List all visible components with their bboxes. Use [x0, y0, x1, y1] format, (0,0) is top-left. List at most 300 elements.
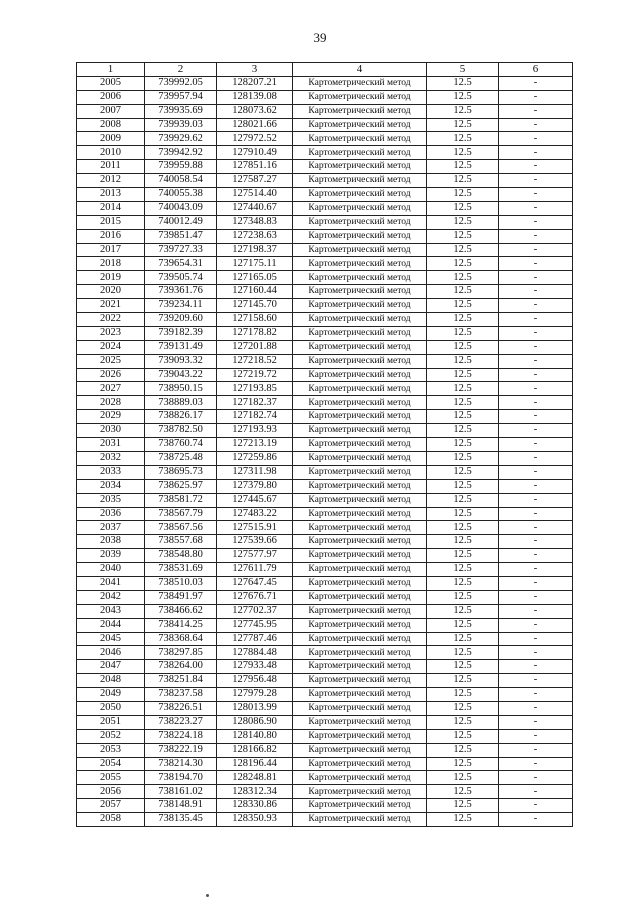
- table-cell: 12.5: [427, 604, 499, 618]
- table-cell: 12.5: [427, 313, 499, 327]
- table-cell: 128086.90: [217, 715, 293, 729]
- table-row: [77, 674, 573, 688]
- table-cell: 738251.84: [145, 674, 217, 688]
- table-cell: 2034: [77, 479, 145, 493]
- table-cell: -: [499, 76, 573, 90]
- table-row: [77, 104, 573, 118]
- table-cell: 738567.79: [145, 507, 217, 521]
- table-cell: 2046: [77, 646, 145, 660]
- table-row: [77, 465, 573, 479]
- table-cell: 127158.60: [217, 313, 293, 327]
- table-row: [77, 326, 573, 340]
- table-cell: 12.5: [427, 410, 499, 424]
- table-cell: 12.5: [427, 257, 499, 271]
- table-row: [77, 285, 573, 299]
- column-header: 5: [427, 63, 499, 77]
- table-cell: 739234.11: [145, 299, 217, 313]
- table-cell: 738826.17: [145, 410, 217, 424]
- table-row: [77, 813, 573, 827]
- table-cell: -: [499, 285, 573, 299]
- table-cell: 127514.40: [217, 188, 293, 202]
- table-cell: 12.5: [427, 299, 499, 313]
- table-cell: 127145.70: [217, 299, 293, 313]
- table-cell: 738782.50: [145, 424, 217, 438]
- table-cell: -: [499, 132, 573, 146]
- table-cell: 738760.74: [145, 438, 217, 452]
- table-cell: 127182.37: [217, 396, 293, 410]
- table-cell: 12.5: [427, 368, 499, 382]
- table-row: [77, 521, 573, 535]
- table-row: [77, 313, 573, 327]
- table-cell: Картометрический метод: [293, 354, 427, 368]
- table-row: [77, 576, 573, 590]
- table-cell: Картометрический метод: [293, 257, 427, 271]
- table-cell: -: [499, 368, 573, 382]
- table-cell: 127676.71: [217, 590, 293, 604]
- table-cell: 127647.45: [217, 576, 293, 590]
- table-cell: 738414.25: [145, 618, 217, 632]
- table-cell: Картометрический метод: [293, 160, 427, 174]
- table-cell: 2031: [77, 438, 145, 452]
- table-row: [77, 160, 573, 174]
- table-cell: 12.5: [427, 340, 499, 354]
- table-cell: 12.5: [427, 229, 499, 243]
- table-cell: 127577.97: [217, 549, 293, 563]
- table-cell: 12.5: [427, 479, 499, 493]
- table-row: [77, 257, 573, 271]
- table-cell: 127213.19: [217, 438, 293, 452]
- table-cell: 12.5: [427, 160, 499, 174]
- table-cell: 127979.28: [217, 688, 293, 702]
- table-cell: 739851.47: [145, 229, 217, 243]
- table-cell: Картометрический метод: [293, 590, 427, 604]
- table-cell: Картометрический метод: [293, 465, 427, 479]
- table-cell: 12.5: [427, 188, 499, 202]
- table-cell: 127587.27: [217, 174, 293, 188]
- table-cell: 739505.74: [145, 271, 217, 285]
- table-cell: 12.5: [427, 535, 499, 549]
- table-cell: Картометрический метод: [293, 90, 427, 104]
- table-cell: 127201.88: [217, 340, 293, 354]
- table-cell: -: [499, 618, 573, 632]
- table-cell: Картометрический метод: [293, 688, 427, 702]
- table-cell: 12.5: [427, 813, 499, 827]
- table-row: [77, 229, 573, 243]
- table-cell: 12.5: [427, 451, 499, 465]
- table-cell: 12.5: [427, 285, 499, 299]
- table-cell: 739209.60: [145, 313, 217, 327]
- column-header: 2: [145, 63, 217, 77]
- table-cell: 127787.46: [217, 632, 293, 646]
- table-cell: 12.5: [427, 271, 499, 285]
- table-cell: 127259.86: [217, 451, 293, 465]
- table-cell: -: [499, 243, 573, 257]
- table-cell: Картометрический метод: [293, 507, 427, 521]
- table-cell: 12.5: [427, 618, 499, 632]
- table-cell: 127702.37: [217, 604, 293, 618]
- table-cell: -: [499, 729, 573, 743]
- table-cell: 739093.32: [145, 354, 217, 368]
- table-cell: 2020: [77, 285, 145, 299]
- table-cell: 127445.67: [217, 493, 293, 507]
- table-row: [77, 118, 573, 132]
- table-cell: -: [499, 632, 573, 646]
- table-row: [77, 701, 573, 715]
- table-cell: 127178.82: [217, 326, 293, 340]
- table-cell: 2038: [77, 535, 145, 549]
- table-cell: 738581.72: [145, 493, 217, 507]
- table-cell: 739935.69: [145, 104, 217, 118]
- table-cell: 127193.93: [217, 424, 293, 438]
- table-cell: 738214.30: [145, 757, 217, 771]
- table-cell: Картометрический метод: [293, 521, 427, 535]
- table-cell: Картометрический метод: [293, 729, 427, 743]
- table-cell: 2015: [77, 215, 145, 229]
- table-cell: 2055: [77, 771, 145, 785]
- table-row: [77, 743, 573, 757]
- table-row: [77, 799, 573, 813]
- table-cell: -: [499, 757, 573, 771]
- table-cell: Картометрический метод: [293, 701, 427, 715]
- table-cell: 127348.83: [217, 215, 293, 229]
- table-cell: 2039: [77, 549, 145, 563]
- table-cell: 12.5: [427, 688, 499, 702]
- table-cell: 738725.48: [145, 451, 217, 465]
- table-cell: -: [499, 118, 573, 132]
- table-cell: 127219.72: [217, 368, 293, 382]
- table-cell: -: [499, 646, 573, 660]
- table-cell: 739939.03: [145, 118, 217, 132]
- table-cell: -: [499, 229, 573, 243]
- table-cell: 127238.63: [217, 229, 293, 243]
- table-row: [77, 188, 573, 202]
- table-cell: 12.5: [427, 90, 499, 104]
- table-cell: Картометрический метод: [293, 340, 427, 354]
- table-cell: 12.5: [427, 396, 499, 410]
- table-cell: 127910.49: [217, 146, 293, 160]
- table-cell: 2056: [77, 785, 145, 799]
- table-cell: 127311.98: [217, 465, 293, 479]
- table-cell: -: [499, 424, 573, 438]
- table-cell: 128248.81: [217, 771, 293, 785]
- table-cell: 128207.21: [217, 76, 293, 90]
- table-cell: 739182.39: [145, 326, 217, 340]
- table-cell: 127884.48: [217, 646, 293, 660]
- table-cell: Картометрический метод: [293, 563, 427, 577]
- table-cell: -: [499, 201, 573, 215]
- table-cell: 2051: [77, 715, 145, 729]
- table-row: [77, 354, 573, 368]
- table-cell: Картометрический метод: [293, 243, 427, 257]
- table-row: [77, 396, 573, 410]
- table-row: [77, 340, 573, 354]
- table-row: [77, 632, 573, 646]
- table-row: [77, 215, 573, 229]
- table-cell: 12.5: [427, 243, 499, 257]
- table-cell: -: [499, 507, 573, 521]
- table-cell: 12.5: [427, 174, 499, 188]
- table-cell: 739992.05: [145, 76, 217, 90]
- table-cell: 738135.45: [145, 813, 217, 827]
- table-cell: 2030: [77, 424, 145, 438]
- table-cell: 2047: [77, 660, 145, 674]
- table-cell: Картометрический метод: [293, 201, 427, 215]
- table-cell: 738161.02: [145, 785, 217, 799]
- table-cell: 12.5: [427, 326, 499, 340]
- table-cell: 128021.66: [217, 118, 293, 132]
- table-cell: -: [499, 576, 573, 590]
- table-cell: -: [499, 493, 573, 507]
- table-cell: Картометрический метод: [293, 146, 427, 160]
- table-cell: 12.5: [427, 521, 499, 535]
- table-cell: Картометрический метод: [293, 215, 427, 229]
- table-cell: -: [499, 701, 573, 715]
- table-cell: 127198.37: [217, 243, 293, 257]
- table-cell: Картометрический метод: [293, 104, 427, 118]
- table-row: [77, 479, 573, 493]
- table-row: [77, 688, 573, 702]
- table-cell: 127933.48: [217, 660, 293, 674]
- table-cell: -: [499, 299, 573, 313]
- table-cell: -: [499, 271, 573, 285]
- table-cell: 2011: [77, 160, 145, 174]
- table-cell: -: [499, 590, 573, 604]
- table-cell: 12.5: [427, 646, 499, 660]
- table-cell: Картометрический метод: [293, 424, 427, 438]
- table-cell: 2026: [77, 368, 145, 382]
- table-cell: 2040: [77, 563, 145, 577]
- table-cell: 12.5: [427, 715, 499, 729]
- table-cell: 2005: [77, 76, 145, 90]
- table-cell: 2043: [77, 604, 145, 618]
- table-row: [77, 90, 573, 104]
- table-row: [77, 729, 573, 743]
- table-cell: 127611.79: [217, 563, 293, 577]
- table-cell: 12.5: [427, 201, 499, 215]
- table-cell: 128140.80: [217, 729, 293, 743]
- table-cell: 738222.19: [145, 743, 217, 757]
- table-cell: -: [499, 660, 573, 674]
- table-cell: -: [499, 326, 573, 340]
- table-cell: 739361.76: [145, 285, 217, 299]
- table-cell: 2013: [77, 188, 145, 202]
- table-row: [77, 368, 573, 382]
- table-cell: -: [499, 160, 573, 174]
- table-cell: 12.5: [427, 576, 499, 590]
- table-cell: 12.5: [427, 590, 499, 604]
- table-cell: 739929.62: [145, 132, 217, 146]
- table-cell: 2036: [77, 507, 145, 521]
- scan-speck: [206, 894, 209, 897]
- table-cell: 12.5: [427, 799, 499, 813]
- table-cell: Картометрический метод: [293, 396, 427, 410]
- table-cell: -: [499, 771, 573, 785]
- table-cell: Картометрический метод: [293, 76, 427, 90]
- table-cell: -: [499, 313, 573, 327]
- table-cell: 739654.31: [145, 257, 217, 271]
- table-cell: -: [499, 90, 573, 104]
- table-cell: 127218.52: [217, 354, 293, 368]
- table-row: [77, 590, 573, 604]
- table-cell: 12.5: [427, 132, 499, 146]
- table-cell: 2054: [77, 757, 145, 771]
- table-cell: 12.5: [427, 757, 499, 771]
- table-cell: 2008: [77, 118, 145, 132]
- table-cell: Картометрический метод: [293, 410, 427, 424]
- table-cell: 2012: [77, 174, 145, 188]
- table-cell: 2028: [77, 396, 145, 410]
- table-cell: 738510.03: [145, 576, 217, 590]
- table-cell: 2010: [77, 146, 145, 160]
- table-cell: 12.5: [427, 674, 499, 688]
- table-row: [77, 535, 573, 549]
- table-cell: Картометрический метод: [293, 535, 427, 549]
- table-body: [77, 76, 573, 826]
- column-header: 6: [499, 63, 573, 77]
- table-row: [77, 757, 573, 771]
- table-cell: Картометрический метод: [293, 660, 427, 674]
- column-header: 1: [77, 63, 145, 77]
- table-cell: Картометрический метод: [293, 368, 427, 382]
- table-cell: 740058.54: [145, 174, 217, 188]
- table-cell: Картометрический метод: [293, 757, 427, 771]
- table-cell: 739131.49: [145, 340, 217, 354]
- table-cell: 127160.44: [217, 285, 293, 299]
- table-cell: 2009: [77, 132, 145, 146]
- table-cell: Картометрический метод: [293, 813, 427, 827]
- table-cell: 2019: [77, 271, 145, 285]
- table-cell: 12.5: [427, 465, 499, 479]
- table-cell: 12.5: [427, 660, 499, 674]
- table-cell: 2025: [77, 354, 145, 368]
- table-cell: 2006: [77, 90, 145, 104]
- table-cell: 2024: [77, 340, 145, 354]
- table-cell: 127175.11: [217, 257, 293, 271]
- table-cell: 12.5: [427, 104, 499, 118]
- table-cell: 12.5: [427, 424, 499, 438]
- table-cell: -: [499, 451, 573, 465]
- table-cell: 2041: [77, 576, 145, 590]
- table-cell: 127745.95: [217, 618, 293, 632]
- table-cell: Картометрический метод: [293, 549, 427, 563]
- table-row: [77, 549, 573, 563]
- table-cell: 12.5: [427, 118, 499, 132]
- table-cell: 12.5: [427, 743, 499, 757]
- table-cell: 12.5: [427, 354, 499, 368]
- table-cell: 738224.18: [145, 729, 217, 743]
- table-cell: 738223.27: [145, 715, 217, 729]
- table-cell: -: [499, 257, 573, 271]
- table-cell: 128312.34: [217, 785, 293, 799]
- table-cell: -: [499, 549, 573, 563]
- table-cell: 738531.69: [145, 563, 217, 577]
- table-cell: -: [499, 465, 573, 479]
- table-row: [77, 76, 573, 90]
- table-cell: 128350.93: [217, 813, 293, 827]
- table-row: [77, 771, 573, 785]
- table-cell: Картометрический метод: [293, 229, 427, 243]
- coordinates-table: [76, 62, 573, 827]
- table-cell: -: [499, 188, 573, 202]
- table-row: [77, 646, 573, 660]
- table-cell: 738557.68: [145, 535, 217, 549]
- table-cell: -: [499, 479, 573, 493]
- table-cell: Картометрический метод: [293, 618, 427, 632]
- table-row: [77, 493, 573, 507]
- table-cell: 127956.48: [217, 674, 293, 688]
- table-cell: 12.5: [427, 701, 499, 715]
- table-cell: 12.5: [427, 215, 499, 229]
- table-cell: -: [499, 535, 573, 549]
- table-row: [77, 715, 573, 729]
- table-cell: 2029: [77, 410, 145, 424]
- table-cell: 128196.44: [217, 757, 293, 771]
- table-row: [77, 438, 573, 452]
- table-cell: 2057: [77, 799, 145, 813]
- table-cell: -: [499, 215, 573, 229]
- table-cell: 2023: [77, 326, 145, 340]
- table-cell: 127539.66: [217, 535, 293, 549]
- table-row: [77, 271, 573, 285]
- table-cell: 2049: [77, 688, 145, 702]
- table-cell: -: [499, 743, 573, 757]
- table-cell: 739727.33: [145, 243, 217, 257]
- table-cell: 738368.64: [145, 632, 217, 646]
- table-cell: Картометрический метод: [293, 299, 427, 313]
- page-number: 39: [313, 30, 327, 45]
- table-cell: 128013.99: [217, 701, 293, 715]
- table-cell: 738567.56: [145, 521, 217, 535]
- table-cell: Картометрический метод: [293, 646, 427, 660]
- table-cell: 127182.74: [217, 410, 293, 424]
- table-cell: 2042: [77, 590, 145, 604]
- table-cell: 738237.58: [145, 688, 217, 702]
- table-row: [77, 451, 573, 465]
- table-cell: 2050: [77, 701, 145, 715]
- table-cell: 738625.97: [145, 479, 217, 493]
- table-cell: Картометрический метод: [293, 382, 427, 396]
- table-cell: 2032: [77, 451, 145, 465]
- table-cell: Картометрический метод: [293, 438, 427, 452]
- table-cell: 2048: [77, 674, 145, 688]
- table-row: [77, 243, 573, 257]
- table-cell: 127193.85: [217, 382, 293, 396]
- table-cell: 12.5: [427, 729, 499, 743]
- table-cell: 739957.94: [145, 90, 217, 104]
- table-cell: -: [499, 382, 573, 396]
- table-cell: 12.5: [427, 785, 499, 799]
- table-cell: 740012.49: [145, 215, 217, 229]
- table-cell: -: [499, 174, 573, 188]
- column-header: 4: [293, 63, 427, 77]
- table-row: [77, 507, 573, 521]
- table-cell: 2021: [77, 299, 145, 313]
- table-cell: -: [499, 604, 573, 618]
- table-cell: 2027: [77, 382, 145, 396]
- table-cell: 738148.91: [145, 799, 217, 813]
- table-cell: 738297.85: [145, 646, 217, 660]
- table-cell: Картометрический метод: [293, 118, 427, 132]
- table-cell: 739043.22: [145, 368, 217, 382]
- table-cell: Картометрический метод: [293, 132, 427, 146]
- table-cell: -: [499, 813, 573, 827]
- table-cell: 12.5: [427, 507, 499, 521]
- table-cell: 12.5: [427, 549, 499, 563]
- table-row: [77, 174, 573, 188]
- table-row: [77, 410, 573, 424]
- table-cell: 2016: [77, 229, 145, 243]
- table-cell: 127165.05: [217, 271, 293, 285]
